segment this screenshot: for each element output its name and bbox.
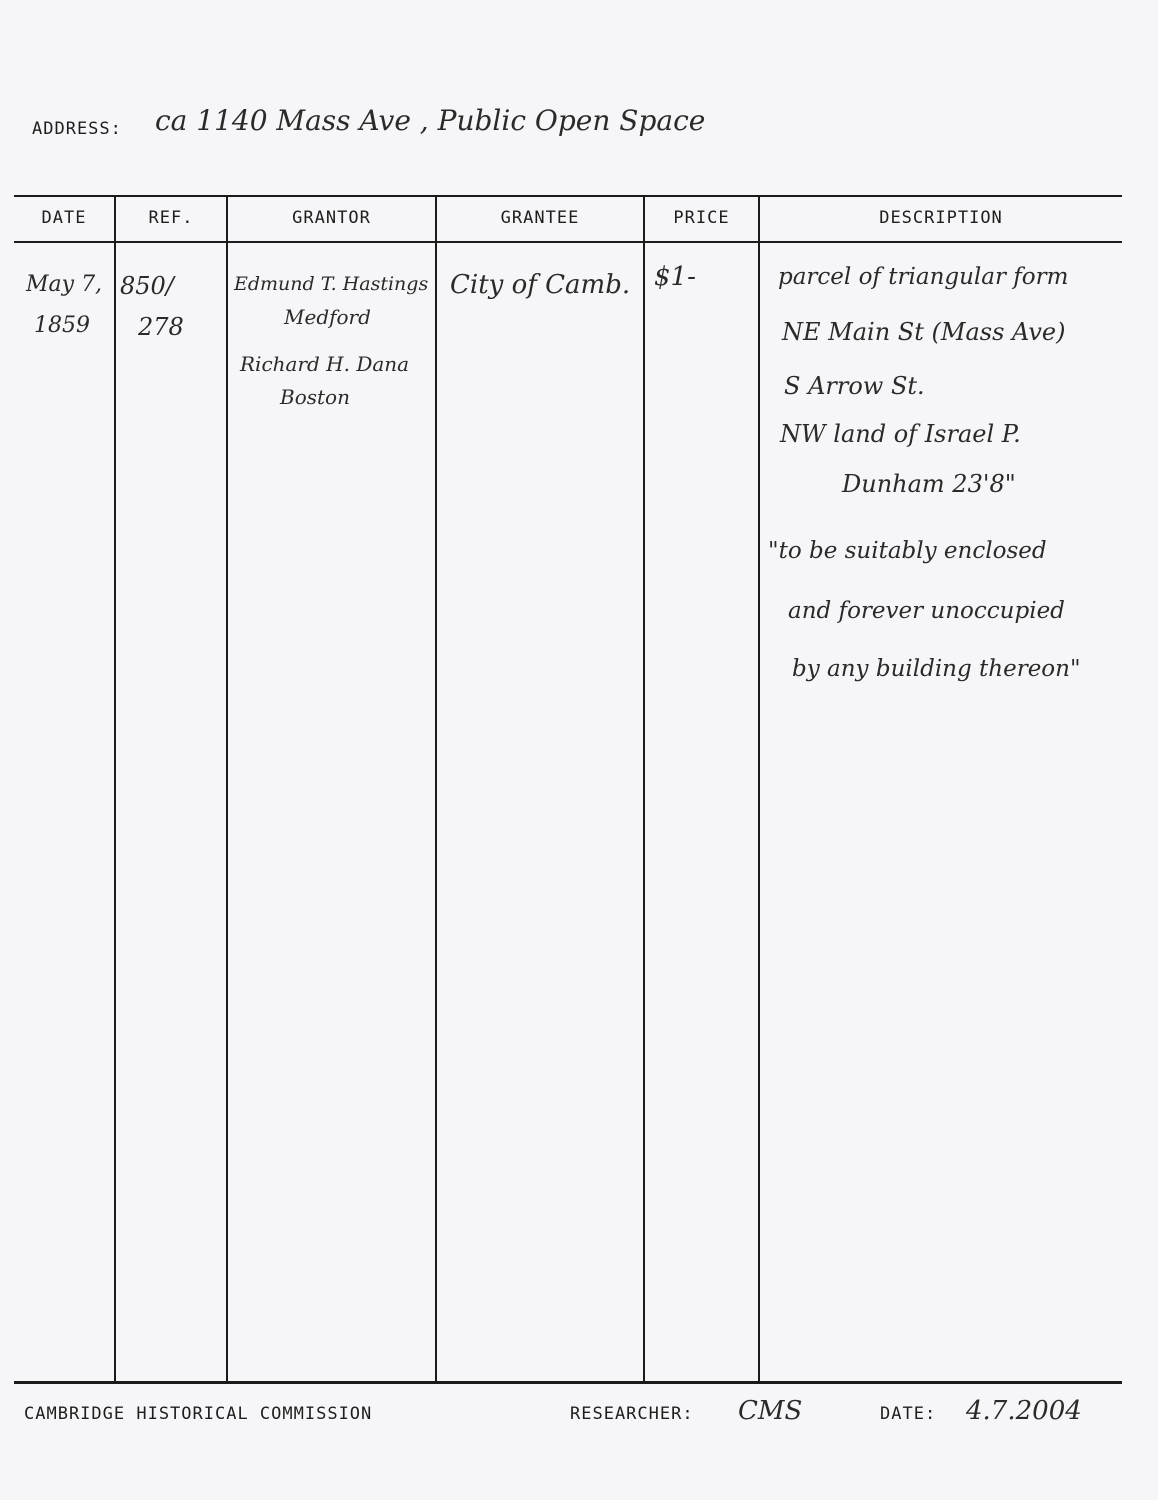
column-divider (643, 195, 645, 1383)
table-header-rule (14, 241, 1122, 243)
column-divider (226, 195, 228, 1383)
grantee-value: City of Camb. (450, 270, 631, 300)
grantor-line: Boston (280, 385, 350, 409)
description-line: Dunham 23'8" (842, 470, 1016, 498)
column-divider (758, 195, 760, 1383)
column-header-ref: REF. (148, 208, 194, 228)
date-value: 4.7.2004 (966, 1396, 1082, 1426)
date-line: May 7, (26, 272, 103, 297)
column-header-price: PRICE (673, 208, 730, 228)
description-line: "to be suitably enclosed (768, 538, 1047, 564)
description-line: S Arrow St. (784, 372, 925, 400)
ref-line: 850/ (120, 272, 174, 300)
column-header-grantee: GRANTEE (500, 208, 580, 228)
date-line: 1859 (34, 313, 90, 338)
grantor-line: Medford (284, 305, 371, 329)
description-line: NE Main St (Mass Ave) (782, 318, 1066, 346)
column-divider (114, 195, 116, 1383)
researcher-label: RESEARCHER: (570, 1404, 694, 1424)
description-line: parcel of triangular form (778, 264, 1069, 290)
address-value: ca 1140 Mass Ave , Public Open Space (155, 104, 706, 137)
table-top-rule (14, 195, 1122, 197)
column-divider (435, 195, 437, 1383)
researcher-value: CMS (738, 1396, 803, 1426)
ref-line: 278 (138, 313, 184, 341)
price-value: $1- (654, 262, 696, 292)
table-bottom-rule (14, 1381, 1122, 1384)
column-header-date: DATE (41, 208, 87, 228)
grantor-line: Richard H. Dana (240, 352, 410, 376)
description-line: and forever unoccupied (788, 598, 1065, 624)
description-line: NW land of Israel P. (780, 420, 1021, 448)
address-label: ADDRESS: (32, 119, 122, 139)
column-header-grantor: GRANTOR (292, 208, 371, 228)
description-line: by any building thereon" (792, 656, 1081, 682)
date-label: DATE: (880, 1404, 937, 1424)
grantor-line: Edmund T. Hastings (234, 273, 429, 295)
column-header-description: DESCRIPTION (879, 208, 1003, 228)
commission-name: CAMBRIDGE HISTORICAL COMMISSION (24, 1404, 373, 1424)
